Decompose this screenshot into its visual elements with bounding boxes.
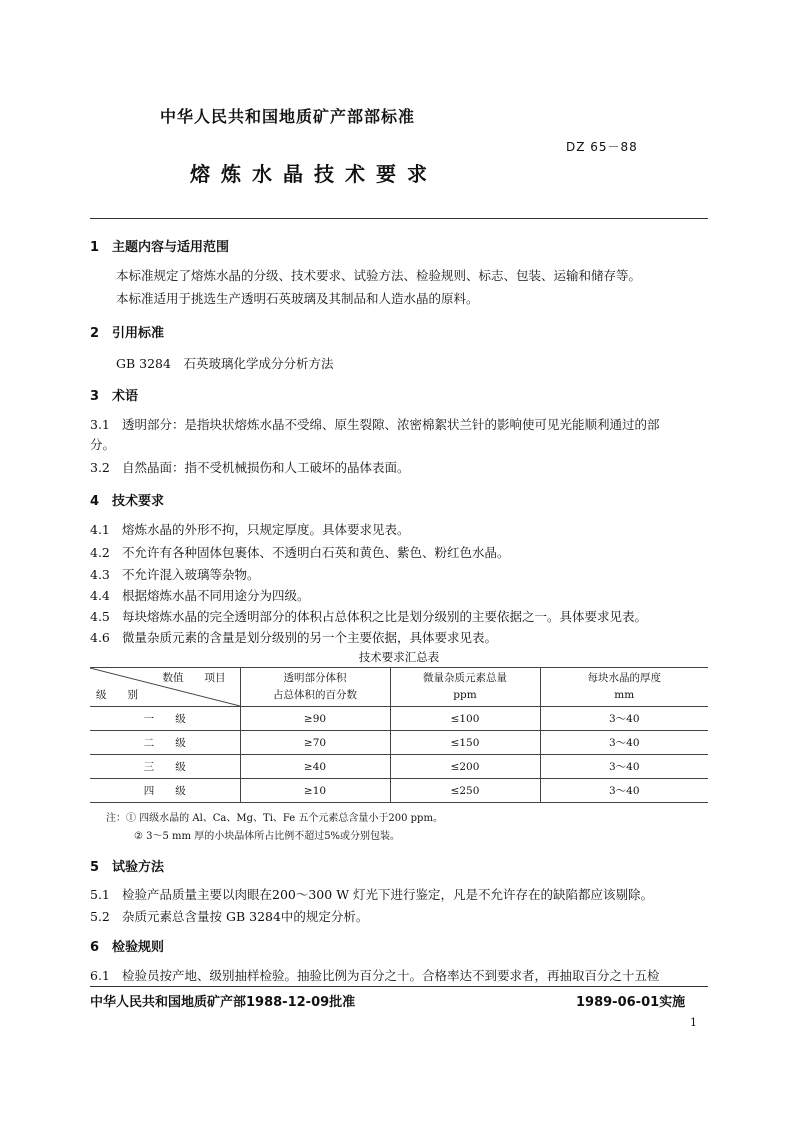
thickness-cell: 3～40	[540, 779, 708, 803]
rule-6-1-text: 检验员按产地、级别抽样检验。抽验比例为百分之十。合格率达不到要求者，再抽取百分之十五检	[122, 968, 660, 983]
requirement-item	[90, 565, 260, 583]
requirement-number: 4.3	[90, 567, 110, 582]
term-3-1-continuation: 分。	[90, 437, 116, 452]
requirement-text: 不允许有各种固体包裹体、不透明白石英和黄色、紫色、粉红色水晶。	[122, 545, 510, 560]
requirement-item	[90, 520, 410, 538]
transparent-cell: ≥10	[240, 779, 390, 803]
impurity-cell: ≤100	[390, 707, 540, 731]
requirement-item	[90, 628, 497, 646]
term-3-2	[90, 458, 410, 476]
requirement-item	[90, 586, 310, 604]
transparent-cell: ≥90	[240, 707, 390, 731]
requirement-number: 4.4	[90, 588, 110, 603]
method-5-2-number: 5.2	[90, 909, 110, 924]
impurity-cell: ≤250	[390, 779, 540, 803]
grade-cell: 三 级	[90, 755, 240, 779]
footer-divider	[90, 986, 708, 987]
section-3-heading: 3 术语	[90, 389, 139, 404]
requirement-text: 每块熔炼水晶的完全透明部分的体积占总体积之比是划分级别的主要依据之一。具体要求见表。	[122, 609, 648, 624]
term-3-1-text: 透明部分：是指块状熔炼水晶不受绵、原生裂隙、浓密棉絮状兰针的影响使可见光能顺利通过的部	[122, 417, 660, 432]
implementation-date: 1989-06-01实施	[576, 995, 686, 1010]
section-1-paragraph-2: 本标准适用于挑选生产透明石英玻璃及其制品和人造水晶的原料。	[116, 291, 479, 306]
rule-6-1-number: 6.1	[90, 968, 110, 983]
impurity-cell: ≤200	[390, 755, 540, 779]
section-1-heading: 1 主题内容与适用范围	[90, 240, 230, 255]
header-impurity-total	[390, 668, 540, 707]
section-2-heading: 2 引用标准	[90, 326, 165, 341]
requirement-text: 不允许混入玻璃等杂物。	[122, 567, 260, 582]
table-caption: 技术要求汇总表	[358, 650, 440, 664]
table-header-row	[90, 668, 708, 707]
term-3-2-number: 3.2	[90, 460, 110, 475]
header-thickness	[540, 668, 708, 707]
standard-organization: 中华人民共和国地质矿产部部标准	[160, 107, 416, 126]
section-6-heading: 6 检验规则	[90, 940, 165, 955]
table-row	[90, 731, 708, 755]
method-5-2	[90, 907, 368, 925]
requirement-number: 4.2	[90, 545, 110, 560]
thickness-cell: 3～40	[540, 731, 708, 755]
section-5-heading: 5 试验方法	[90, 860, 165, 875]
requirement-item	[90, 543, 510, 561]
title-divider	[90, 218, 708, 219]
header-line: 透明部分体积	[283, 672, 347, 684]
document-title: 熔炼水晶技术要求	[190, 162, 438, 186]
approval-statement: 中华人民共和国地质矿产部1988-12-09批准	[90, 995, 356, 1010]
header-unit: ppm	[453, 689, 477, 701]
grade-cell: 四 级	[90, 779, 240, 803]
grade-cell: 二 级	[90, 731, 240, 755]
method-5-1	[90, 885, 653, 903]
diagonal-header-cell	[90, 668, 240, 707]
table-row	[90, 779, 708, 803]
requirement-text: 熔炼水晶的外形不拘，只规定厚度。具体要求见表。	[122, 522, 410, 537]
thickness-cell: 3～40	[540, 755, 708, 779]
method-5-1-text: 检验产品质量主要以肉眼在200～300 W 灯光下进行鉴定，凡是不允许存在的缺陷都应该剔除。	[122, 887, 654, 902]
table-row	[90, 707, 708, 731]
transparent-cell: ≥70	[240, 731, 390, 755]
table-note-2: ② 3～5 mm 厚的小块晶体所占比例不超过5%或分别包装。	[134, 831, 401, 842]
requirement-item	[90, 607, 647, 625]
header-line: 微量杂质元素总量	[423, 672, 507, 684]
requirement-text: 微量杂质元素的含量是划分级别的另一个主要依据，具体要求见表。	[122, 630, 498, 645]
header-unit: mm	[614, 689, 635, 701]
term-3-2-text: 自然晶面：指不受机械损伤和人工破坏的晶体表面。	[122, 460, 410, 475]
term-3-1	[90, 415, 660, 433]
requirement-number: 4.6	[90, 630, 110, 645]
term-3-1-number: 3.1	[90, 417, 110, 432]
rule-6-1	[90, 966, 660, 984]
table-note-1: 注：① 四级水晶的 Al、Ca、Mg、Ti、Fe 五个元素总含量小于200 ppm。	[106, 813, 443, 824]
diagonal-header-bottom: 级 别	[96, 689, 138, 701]
page-number: 1	[690, 1016, 697, 1029]
section-4-heading: 4 技术要求	[90, 494, 165, 509]
header-transparent-volume	[240, 668, 390, 707]
requirement-text: 根据熔炼水晶不同用途分为四级。	[122, 588, 310, 603]
requirements-table	[90, 667, 708, 803]
table-row	[90, 755, 708, 779]
header-line: 占总体积的百分数	[273, 689, 357, 701]
requirement-number: 4.1	[90, 522, 110, 537]
method-5-2-text: 杂质元素总含量按 GB 3284中的规定分析。	[122, 909, 369, 924]
method-5-1-number: 5.1	[90, 887, 110, 902]
section-1-paragraph-1: 本标准规定了熔炼水晶的分级、技术要求、试验方法、检验规则、标志、包装、运输和储存等。	[116, 268, 642, 283]
impurity-cell: ≤150	[390, 731, 540, 755]
thickness-cell: 3～40	[540, 707, 708, 731]
header-line: 每块水晶的厚度	[587, 672, 661, 684]
standard-code: DZ 65－88	[566, 140, 638, 154]
transparent-cell: ≥40	[240, 755, 390, 779]
reference-standard: GB 3284 石英玻璃化学成分分析方法	[116, 356, 334, 371]
requirement-number: 4.5	[90, 609, 110, 624]
diagonal-header-top: 数值 项目	[162, 672, 226, 684]
grade-cell: 一 级	[90, 707, 240, 731]
